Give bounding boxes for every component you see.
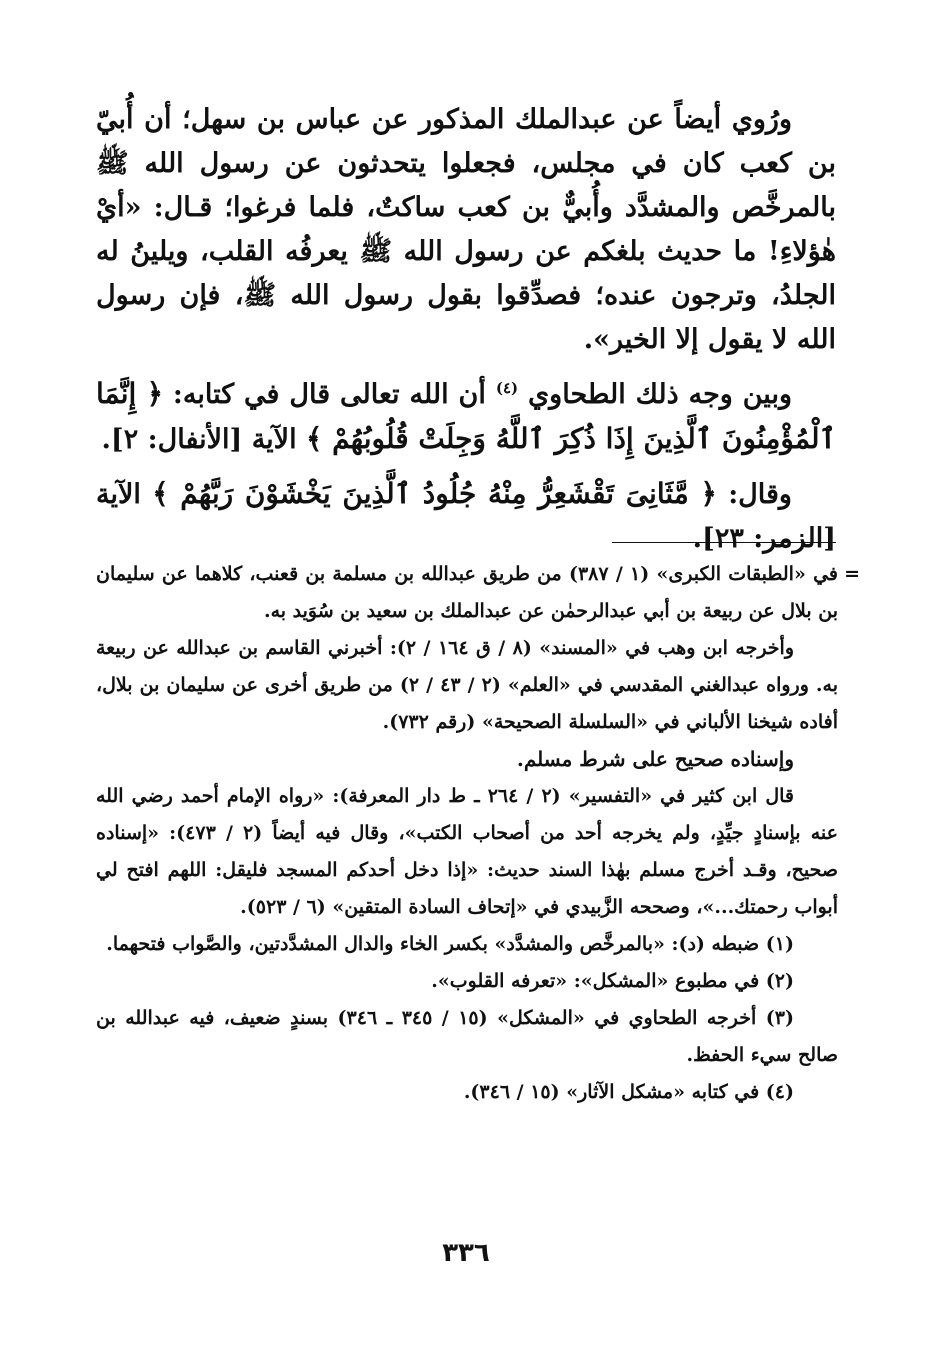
note-isnad: وإسناده صحيح على شرط مسلم.: [516, 747, 794, 771]
footnote-1: (١) ضبطه (د): «بالمرخَّص والمشدَّد» بكسر الخاء والدال المشدَّدتين، والصَّواب فتحهما.: [106, 933, 794, 955]
footnote-2: (٢) في مطبوع «المشكل»: «تعرفه القلوب».: [431, 970, 794, 992]
paragraph-3: [96, 472, 836, 561]
quran-verse-anfal: ﴿ إِنَّمَا ٱلْمُؤْمِنُونَ ٱلَّذِينَ إِذَا ذُكِرَ ٱللَّهُ وَجِلَتْ قُلُوبُهُمْ ﴾: [96, 377, 836, 455]
paragraph-2-lead: وبين وجه ذلك الطحاوي: [528, 379, 792, 410]
quran-verse-zumar: ﴿ مَّثَانِىَ تَقْشَعِرُّ مِنْهُ جُلُودُ ٱلَّذِينَ يَخْشَوْنَ رَبَّهُمْ ﴾: [152, 477, 717, 510]
paragraph-1: [96, 98, 836, 362]
note-ibn-wahb: وأخرجه ابن وهب في «المسند» (٨ / ق ١٦٤ / ٢): أخبرني القاسم بن عبدالله عن ربيعة به. ورواه عبدالغني المقدسي في «العلم» (٢ / ٤٣ / ٢) من طريق أخرى عن سليمان بن بلال، أفاده شيخنا الألباني في «السلسلة الصحيحة» (رقم ٧٣٢).: [96, 637, 839, 733]
main-text: [96, 98, 836, 561]
footnote-ref-4: (٤): [495, 379, 519, 397]
footnote-separator: [612, 542, 836, 543]
continued-note: [96, 556, 860, 630]
paragraph-3-ref: الآية [الزمر: ٢٣].: [96, 479, 836, 554]
paragraph-3-lead: وقال:: [728, 479, 792, 510]
footnote-4: (٤) في كتابه «مشكل الآثار» (١٥ / ٣٤٦).: [463, 1081, 794, 1103]
continuation-mark: =: [844, 563, 860, 585]
continued-note-text: في «الطبقات الكبرى» (١ / ٣٨٧) من طريق عبدالله بن مسلمة بن قعنب، كلاهما عن سليمان بن بلال عن ربيعة بن أبي عبدالرحمٰن عن عبدالملك بن سعيد بن سُوَيد به.: [96, 563, 838, 622]
page-number: ٣٣٦: [442, 1238, 490, 1268]
paragraph-2-ref: الآية [الأنفال: ٢].: [101, 424, 297, 455]
note-ibn-kathir: قال ابن كثير في «التفسير» (٢ / ٢٦٤ ـ ط دار المعرفة): «رواه الإمام أحمد رضي الله عنه بإسنادٍ جيِّدٍ، ولم يخرجه أحد من أصحاب الكتب»، وقال فيه أيضاً (٢ / ٤٧٣): «إسناده صحيح، وقـد أخرج مسلم بهٰذا السند حديث: «إذا دخل أحدكم المسجد فليقل: اللهم افتح لي أبواب رحمتك...»، وصححه الزَّبيدي في «إتحاف السادة المتقين» (٦ / ٥٢٣).: [96, 785, 838, 918]
paragraph-2: [96, 372, 836, 462]
paragraph-1-text: ورُوي أيضاً عن عبدالملك المذكور عن عباس بن سهل؛ أن أُبيّ بن كعب كان في مجلس، فجعلوا يتحدثون عن رسول الله ﷺ بالمرخَّص والمشدَّد وأُبيٌّ بن كعب ساكتٌ، فلما فرغوا؛ قـال: «أيْ هٰؤلاءِ! ما حديث بلغكم عن رسول الله ﷺ يعرفُه القلب، ويلينُ له الجلدُ، وترجون عنده؛ فصدِّقوا بقول رسول الله ﷺ، فإن رسول الله لا يقول إلا الخير».: [96, 104, 836, 355]
footnotes: [96, 556, 860, 1111]
paragraph-2-mid: أن الله تعالى قال في كتابه:: [172, 379, 486, 410]
footnote-3: (٣) أخرجه الطحاوي في «المشكل» (١٥ / ٣٤٥ ـ ٣٤٦) بسندٍ ضعيف، فيه عبدالله بن صالح سيء الحفظ.: [96, 1007, 838, 1066]
